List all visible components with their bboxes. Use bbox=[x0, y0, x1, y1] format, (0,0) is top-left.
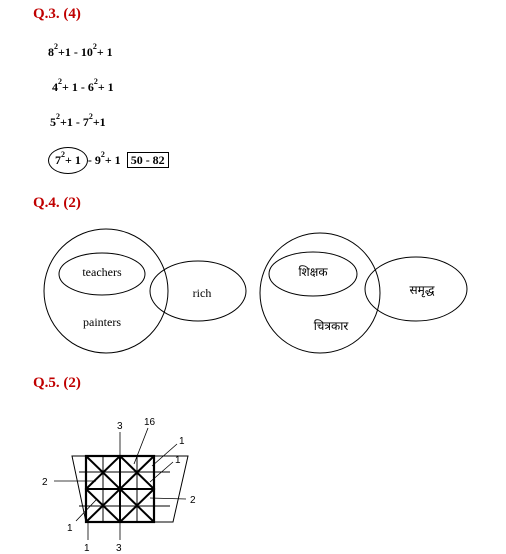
figure-label-right-top: 1 bbox=[179, 436, 185, 447]
figure-label-bottom-left: 1 bbox=[84, 543, 90, 554]
figure-label-left: 2 bbox=[42, 477, 48, 488]
figure-label-top-left: 3 bbox=[117, 421, 123, 432]
figure-label-bottom-mid: 3 bbox=[116, 543, 122, 554]
q4-heading: Q.4. (2) bbox=[33, 195, 81, 211]
figure-counting-diagram bbox=[0, 410, 506, 554]
venn-label-samriddh: समृद्ध bbox=[409, 283, 435, 297]
venn-label-rich: rich bbox=[192, 286, 212, 300]
q3-expression-4-answer: $7^2+ 1 - 9^2+ 1$ 50 - 82 bbox=[55, 153, 169, 168]
q5-heading: Q.5. (2) bbox=[33, 375, 81, 391]
venn-label-chitrakar: चित्रकार bbox=[313, 319, 349, 333]
venn-left-big-circle bbox=[44, 229, 168, 353]
venn-label-teachers: teachers bbox=[82, 265, 122, 279]
figure-label-left-bottom: 1 bbox=[67, 523, 73, 534]
venn-right-big-circle bbox=[260, 233, 380, 353]
q3-expression-2: $4^2+ 1 - 6^2+ 1$ bbox=[52, 77, 114, 94]
venn-label-shikshak: शिक्षक bbox=[298, 265, 328, 279]
venn-label-painters: painters bbox=[83, 315, 121, 329]
q3-expression-3: $5^2+1 - 7^2+1$ bbox=[50, 112, 106, 129]
answer-circle: $7^2+ 1$ bbox=[48, 147, 88, 174]
venn-diagrams bbox=[0, 225, 506, 365]
q3-expression-1: $8^2+1 - 10^2+ 1$ bbox=[48, 42, 113, 59]
figure-label-right: 2 bbox=[190, 495, 196, 506]
answer-box: 50 - 82 bbox=[127, 152, 169, 168]
figure-label-right-mid: 1 bbox=[175, 455, 181, 466]
q3-heading: Q.3. (4) bbox=[33, 6, 81, 22]
figure-label-top-right: 16 bbox=[144, 417, 156, 428]
